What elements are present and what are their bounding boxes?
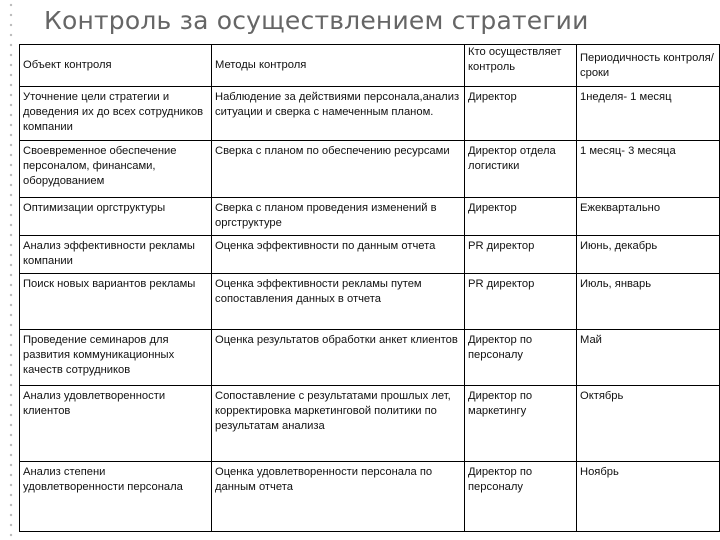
table-row xyxy=(20,274,720,330)
table-row xyxy=(20,87,720,141)
cell-period: Июнь, декабрь xyxy=(577,236,720,274)
cell-period: Май xyxy=(577,330,720,386)
table-row xyxy=(20,386,720,462)
cell-responsible: PR директор xyxy=(465,236,577,274)
cell-object: Поиск новых вариантов рекламы xyxy=(20,274,212,330)
cell-methods: Оценка результатов обработки анкет клиентов xyxy=(212,330,465,386)
cell-period: 1неделя- 1 месяц xyxy=(577,87,720,141)
cell-methods: Оценка эффективности рекламы путем сопоставления данных в отчета xyxy=(212,274,465,330)
cell-object: Анализ удовлетворенности клиентов xyxy=(20,386,212,462)
cell-object: Проведение семинаров для развития коммуникационных качеств сотрудников xyxy=(20,330,212,386)
page-title: Контроль за осуществлением стратегии xyxy=(44,6,589,35)
cell-object: Анализ степени удовлетворенности персонала xyxy=(20,462,212,532)
cell-responsible: Директор по персоналу xyxy=(465,330,577,386)
table-row xyxy=(20,198,720,236)
cell-methods: Оценка удовлетворенности персонала по данным отчета xyxy=(212,462,465,532)
cell-responsible: Директор xyxy=(465,198,577,236)
cell-responsible: Директор по маркетингу xyxy=(465,386,577,462)
table-row xyxy=(20,236,720,274)
table-row xyxy=(20,141,720,198)
cell-period: Ежеквартально xyxy=(577,198,720,236)
cell-period: Октябрь xyxy=(577,386,720,462)
cell-responsible: Директор по персоналу xyxy=(465,462,577,532)
cell-object: Уточнение цели стратегии и доведения их до всех сотрудников компании xyxy=(20,87,212,141)
cell-methods: Наблюдение за действиями персонала,анализ ситуации и сверка с намеченным планом. xyxy=(212,87,465,141)
table-row xyxy=(20,462,720,532)
header-row xyxy=(20,45,720,87)
header-period: Периодичность контроля/сроки xyxy=(577,45,720,87)
header-methods: Методы контроля xyxy=(212,45,465,87)
cell-object: Оптимизации оргструктуры xyxy=(20,198,212,236)
cell-period: 1 месяц- 3 месяца xyxy=(577,141,720,198)
cell-period: Ноябрь xyxy=(577,462,720,532)
cell-responsible: PR директор xyxy=(465,274,577,330)
cell-responsible: Директор отдела логистики xyxy=(465,141,577,198)
cell-object: Анализ эффективности рекламы компании xyxy=(20,236,212,274)
decorative-dot-border xyxy=(6,0,16,540)
cell-methods: Сопоставление с результатами прошлых лет, корректировка маркетинговой политики по результатам анализа xyxy=(212,386,465,462)
header-object: Объект контроля xyxy=(20,45,212,87)
cell-responsible: Директор xyxy=(465,87,577,141)
cell-methods: Сверка с планом проведения изменений в оргструктуре xyxy=(212,198,465,236)
cell-period: Июль, январь xyxy=(577,274,720,330)
table-row xyxy=(20,330,720,386)
header-responsible: Кто осуществляет контроль xyxy=(465,45,577,87)
control-table xyxy=(19,44,720,532)
cell-object: Своевременное обеспечение персоналом, финансами, оборудованием xyxy=(20,141,212,198)
cell-methods: Сверка с планом по обеспечению ресурсами xyxy=(212,141,465,198)
cell-methods: Оценка эффективности по данным отчета xyxy=(212,236,465,274)
